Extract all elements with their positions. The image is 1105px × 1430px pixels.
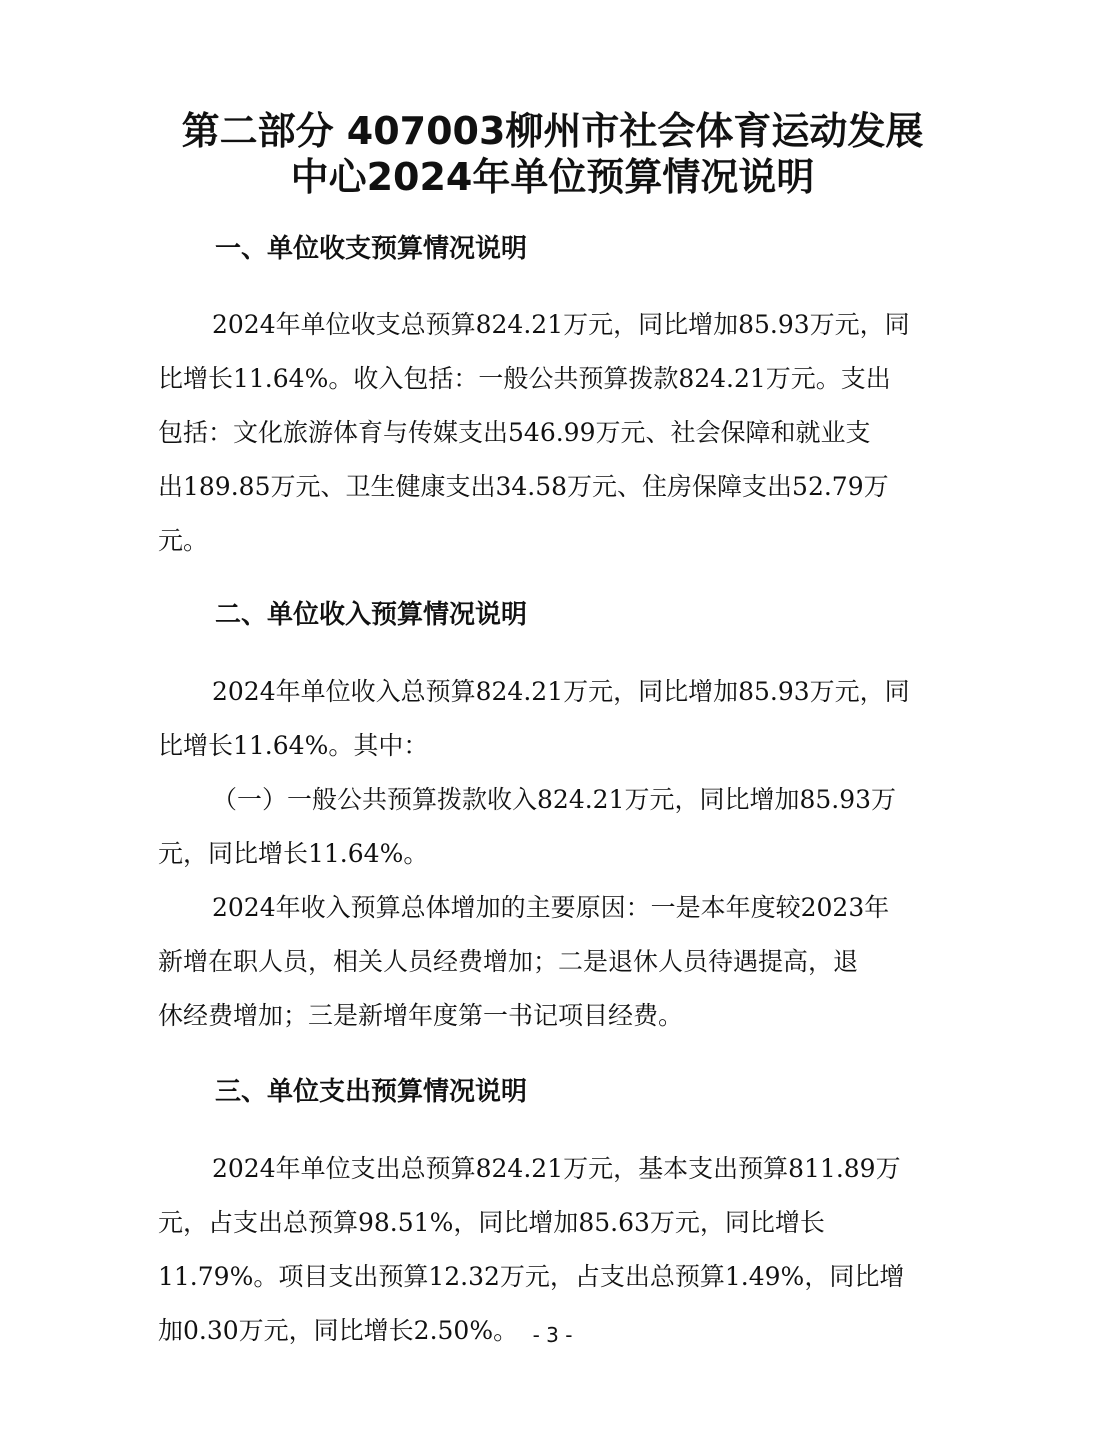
paragraph-line: 比增长11.64%。收入包括：一般公共预算拨款824.21万元。支出	[158, 364, 891, 393]
paragraph-line: 新增在职人员，相关人员经费增加；二是退休人员待遇提高，退	[158, 947, 859, 976]
paragraph-line: 休经费增加；三是新增年度第一书记项目经费。	[158, 1001, 684, 1030]
paragraph-line: 包括：文化旅游体育与传媒支出546.99万元、社会保障和就业支	[158, 418, 871, 447]
paragraph-line: 元，同比增长11.64%。	[158, 839, 429, 868]
page-title	[120, 108, 985, 200]
page-number: - 3 -	[532, 1323, 573, 1347]
section-1-paragraph	[158, 298, 933, 568]
title-line: 中心2024年单位预算情况说明	[290, 155, 815, 199]
paragraph-line: 出189.85万元、卫生健康支出34.58万元、住房保障支出52.79万	[158, 472, 889, 501]
paragraph-line: （一）一般公共预算拨款收入824.21万元，同比增加85.93万	[212, 785, 897, 814]
paragraph-line: 2024年单位支出总预算824.21万元，基本支出预算811.89万	[212, 1154, 901, 1183]
paragraph-line: 比增长11.64%。其中：	[158, 731, 429, 760]
section-2-paragraph	[158, 665, 933, 1043]
paragraph-line: 2024年收入预算总体增加的主要原因：一是本年度较2023年	[212, 893, 890, 922]
paragraph-line: 2024年单位收支总预算824.21万元，同比增加85.93万元，同	[212, 310, 910, 339]
paragraph-line: 2024年单位收入总预算824.21万元，同比增加85.93万元，同	[212, 677, 910, 706]
paragraph-line: 11.79%。项目支出预算12.32万元，占支出总预算1.49%，同比增	[158, 1262, 905, 1291]
section-heading-3: 三、单位支出预算情况说明	[215, 1077, 528, 1107]
title-line: 第二部分 407003柳州市社会体育运动发展	[181, 109, 924, 153]
section-heading-2: 二、单位收入预算情况说明	[215, 600, 528, 630]
section-heading-1: 一、单位收支预算情况说明	[215, 234, 528, 264]
paragraph-line: 元，占支出总预算98.51%，同比增加85.63万元，同比增长	[158, 1208, 825, 1237]
paragraph-line: 元。	[158, 526, 209, 555]
paragraph-line: 加0.30万元，同比增长2.50%。	[158, 1316, 519, 1345]
